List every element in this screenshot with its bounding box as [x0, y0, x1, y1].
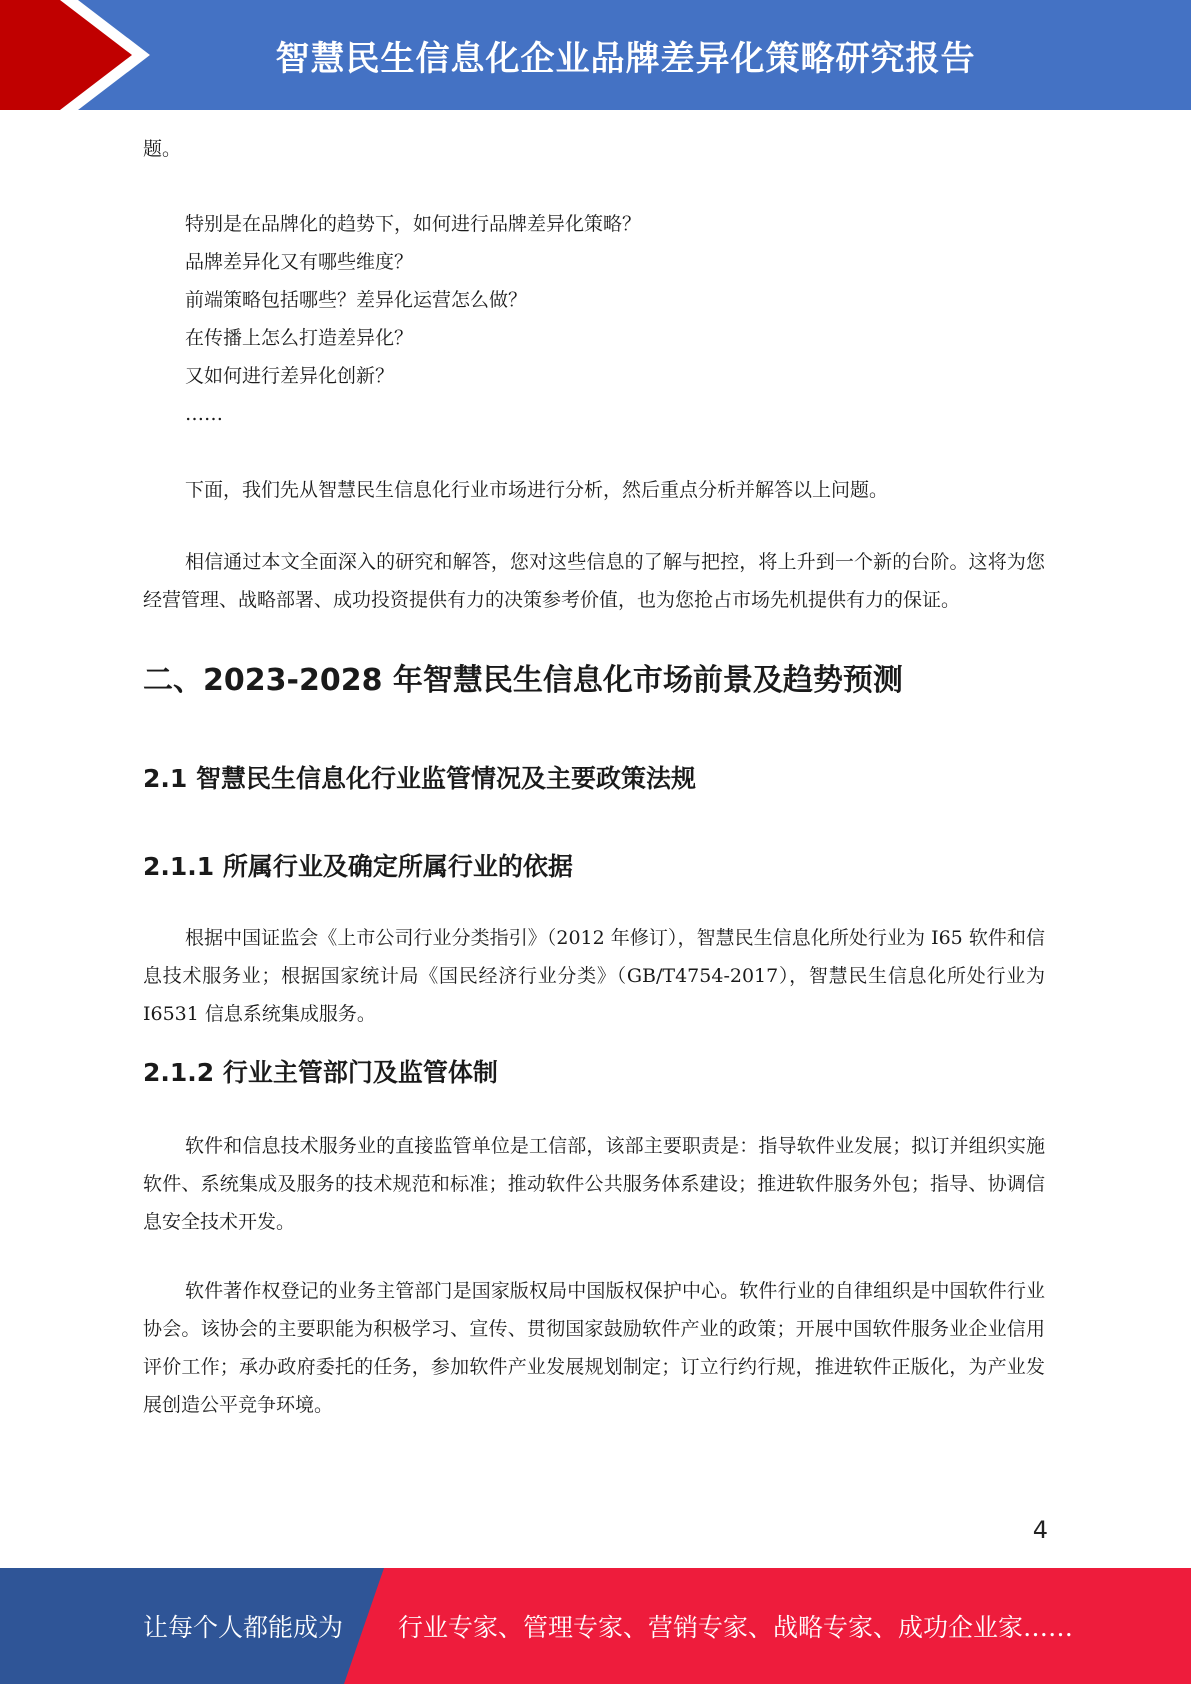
body-paragraph: 软件和信息技术服务业的直接监管单位是工信部，该部主要职责是：指导软件业发展；拟订并组织实施软件、系统集成及服务的技术规范和标准；推动软件公共服务体系建设；推进软件服务外包；指导、协调信息安全技术开发。: [143, 1135, 1045, 1233]
list-item: ……: [185, 403, 223, 425]
body-paragraph: 软件著作权登记的业务主管部门是国家版权局中国版权保护中心。软件行业的自律组织是中国软件行业协会。该协会的主要职能为积极学习、宣传、贯彻国家鼓励软件产业的政策；开展中国软件服务业企业信用评价工作；承办政府委托的任务，参加软件产业发展规划制定；订立行约行规，推进软件正版化，为产业发展创造公平竞争环境。: [143, 1280, 1045, 1416]
page-number: 4: [1032, 1516, 1048, 1544]
subsubsection-heading: 2.1.2 行业主管部门及监管体制: [143, 1058, 498, 1087]
subsubsection-heading: 2.1.1 所属行业及确定所属行业的依据: [143, 852, 573, 881]
section-heading: 二、2023-2028 年智慧民生信息化市场前景及趋势预测: [143, 663, 903, 698]
body-paragraph: 根据中国证监会《上市公司行业分类指引》（2012 年修订），智慧民生信息化所处行业为 I65 软件和信息技术服务业；根据国家统计局《国民经济行业分类》（GB/T4754-2017），智慧民生信息化所处行业为 I6531 信息系统集成服务。: [143, 927, 1045, 1025]
footer-slogan-right: 行业专家、管理专家、营销专家、战略专家、成功企业家……: [398, 1613, 1074, 1642]
page-content: [143, 130, 1045, 1424]
subsection-heading: 2.1 智慧民生信息化行业监管情况及主要政策法规: [143, 764, 696, 793]
intro-paragraph: 下面，我们先从智慧民生信息化行业市场进行分析，然后重点分析并解答以上问题。: [185, 479, 889, 501]
question-list: [143, 205, 1045, 433]
page-header: [0, 0, 1191, 110]
footer-slogan-left: 让每个人都能成为: [143, 1613, 344, 1642]
list-item: 前端策略包括哪些？差异化运营怎么做？: [185, 289, 528, 311]
continuation-text: 题。: [143, 138, 182, 160]
report-title: 智慧民生信息化企业品牌差异化策略研究报告: [275, 38, 976, 79]
list-item: 又如何进行差异化创新？: [185, 365, 395, 387]
intro-paragraph: 相信通过本文全面深入的研究和解答，您对这些信息的了解与把控，将上升到一个新的台阶。这将为您经营管理、战略部署、成功投资提供有力的决策参考价值，也为您抢占市场先机提供有力的保证。: [143, 551, 1045, 611]
red-chevron-arrow-icon: [0, 0, 160, 110]
list-item: 在传播上怎么打造差异化？: [185, 327, 414, 349]
list-item: 品牌差异化又有哪些维度？: [185, 251, 414, 273]
list-item: 特别是在品牌化的趋势下，如何进行品牌差异化策略？: [185, 213, 642, 235]
page-footer: [0, 1568, 1191, 1684]
